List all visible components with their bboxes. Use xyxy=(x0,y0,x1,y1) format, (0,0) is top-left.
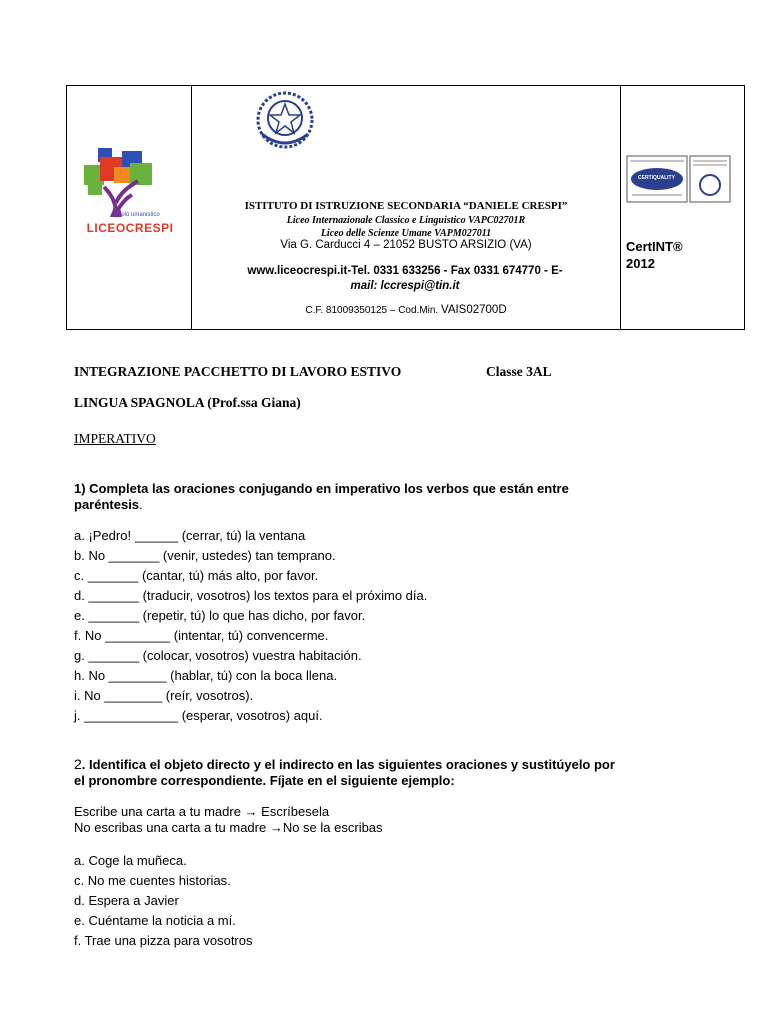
list-item: c. No me cuentes historias. xyxy=(74,873,231,888)
list-item: i. No ________ (reír, vosotros). xyxy=(74,688,254,703)
ministry-code: VAIS02700D xyxy=(441,304,507,316)
institute-name: ISTITUTO DI ISTRUZIONE SECONDARIA “DANIELE CRESPI” xyxy=(244,200,568,212)
list-item: h. No ________ (hablar, tú) con la boca llena. xyxy=(74,668,338,683)
arrow-right-icon: → xyxy=(269,820,283,835)
worksheet-title: INTEGRAZIONE PACCHETTO DI LAVORO ESTIVO xyxy=(74,364,402,379)
list-item: a. Coge la muñeca. xyxy=(74,853,187,868)
example-line-2: No escribas una carta a tu madre →No se la escribas xyxy=(74,820,383,835)
contact-line-2: mail: lccrespi@tin.it xyxy=(350,280,460,292)
list-item: a. ¡Pedro! ______ (cerrar, tú) la ventana xyxy=(74,528,306,543)
certint-year: 2012 xyxy=(626,256,655,271)
section-heading: IMPERATIVO xyxy=(74,431,156,446)
list-item: d. _______ (traducir, vosotros) los textos para el próximo día. xyxy=(74,588,428,603)
list-item: d. Espera a Javier xyxy=(74,893,179,908)
contact-line-1: www.liceocrespi.it-Tel. 0331 633256 - Fax 0331 674770 - E- xyxy=(247,265,563,277)
fiscal-code xyxy=(192,304,620,316)
liceo-classico-line: Liceo Internazionale Classico e Linguistico VAPC02701R xyxy=(286,215,526,226)
class-label: Classe 3AL xyxy=(486,364,552,379)
certiquality-label: CERTIQUALITY xyxy=(638,175,675,181)
list-item: e. Cuéntame la noticia a mí. xyxy=(74,913,236,928)
exercise-2-line-1: . Identifica el objeto directo y el indirecto en las siguientes oraciones y sustitúyelo por xyxy=(81,757,615,772)
exercise-1-instruction xyxy=(74,481,714,513)
example-line-1: Escribe una carta a tu madre → Escríbesela xyxy=(74,804,330,819)
logo-caption: polo umanistico xyxy=(118,212,160,218)
exercise-2-line-2: el pronombre correspondiente. Fíjate en el siguiente ejemplo: xyxy=(74,773,455,788)
exercise-1-period: . xyxy=(139,497,143,512)
list-item: j. _____________ (esperar, vosotros) aquí. xyxy=(74,708,323,723)
republic-emblem xyxy=(254,90,316,152)
list-item: g. _______ (colocar, vosotros) vuestra habitación. xyxy=(74,648,362,663)
exercise-2-list xyxy=(74,851,714,951)
exercise-2-instruction xyxy=(74,756,724,789)
list-item: e. _______ (repetir, tú) lo que has dicho, por favor. xyxy=(74,608,366,623)
logo-name: LICEOCRESPI xyxy=(86,221,174,235)
contact-info xyxy=(205,264,605,294)
subject-label: LINGUA SPAGNOLA (Prof.ssa Giana) xyxy=(74,395,301,410)
list-item: f. Trae una pizza para vosotros xyxy=(74,933,253,948)
emblem-star-icon xyxy=(254,90,316,152)
certint-label xyxy=(626,238,683,272)
exercise-1-list xyxy=(74,526,714,726)
liceo-scienze-line: Liceo delle Scienze Umane VAPM027011 xyxy=(320,228,492,239)
example-block xyxy=(74,804,714,836)
list-item: b. No _______ (venir, ustedes) tan temprano. xyxy=(74,548,336,563)
exercise-2-number: 2 xyxy=(74,756,82,772)
header-divider-right xyxy=(620,85,621,330)
fiscal-code-prefix: C.F. 81009350125 – Cod.Min. xyxy=(305,305,441,316)
arrow-right-icon: → xyxy=(244,804,258,819)
exercise-1-line-2: paréntesis xyxy=(74,497,140,512)
school-address: Via G. Carducci 4 – 21052 BUSTO ARSIZIO (VA) xyxy=(280,239,532,251)
exercise-1-line-1: 1) Completa las oraciones conjugando en imperativo los verbos que están entre xyxy=(74,481,569,496)
certint-name: CertINT® xyxy=(626,239,683,254)
list-item: f. No _________ (intentar, tú) convencerme. xyxy=(74,628,329,643)
list-item: c. _______ (cantar, tú) más alto, por favor. xyxy=(74,568,319,583)
